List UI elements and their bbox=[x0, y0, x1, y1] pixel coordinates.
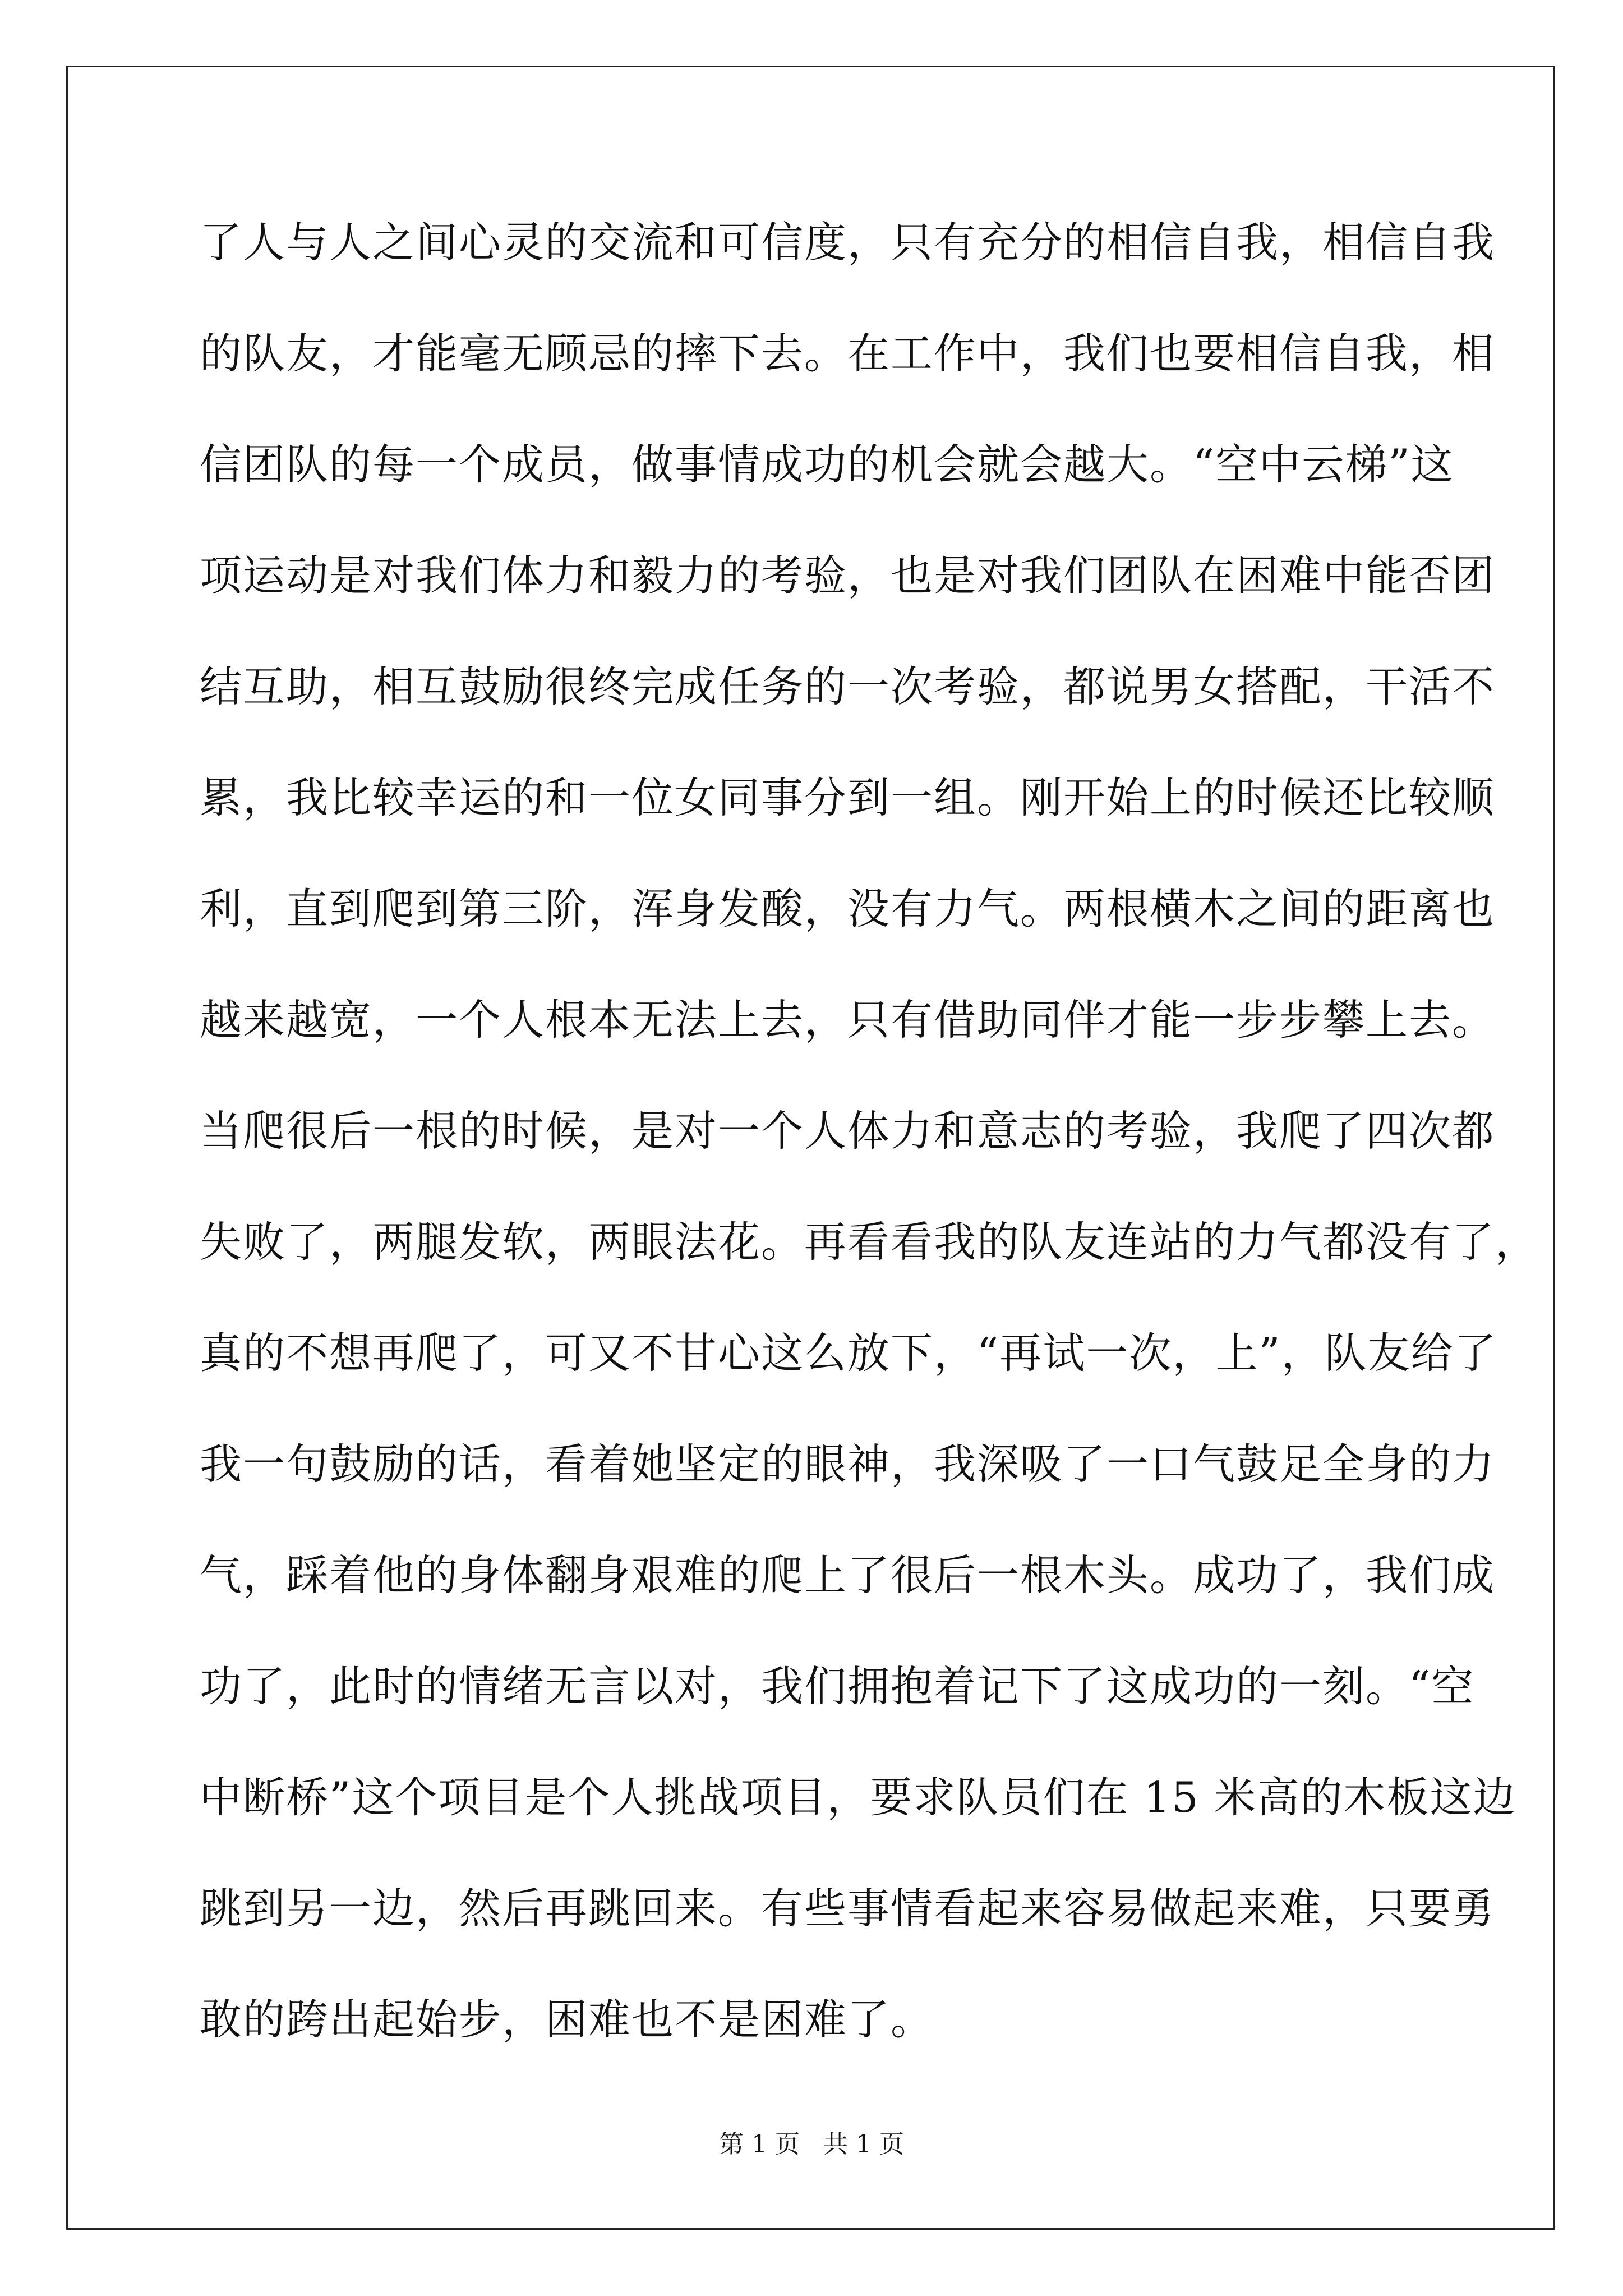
document-body bbox=[200, 199, 1539, 2087]
text-line: 的队友，才能毫无顾忌的摔下去。在工作中，我们也要相信自我，相 bbox=[200, 329, 1496, 378]
text-line: 了人与人之间心灵的交流和可信度，只有充分的相信自我，相信自我 bbox=[200, 218, 1496, 267]
text-line: 敢的跨出起始步，困难也不是困难了。 bbox=[200, 1995, 934, 2044]
text-line: 跳到另一边，然后再跳回来。有些事情看起来容易做起来难，只要勇 bbox=[200, 1884, 1496, 1933]
text-line: 真的不想再爬了，可又不甘心这么放下，“再试一次，上”，队友给了 bbox=[200, 1328, 1497, 1378]
text-line: 当爬很后一根的时候，是对一个人体力和意志的考验，我爬了四次都 bbox=[200, 1106, 1496, 1156]
text-line: 中断桥”这个项目是个人挑战项目，要求队员们在 15 米高的木板这边 bbox=[200, 1773, 1516, 1822]
text-line: 气，踩着他的身体翻身艰难的爬上了很后一根木头。成功了，我们成 bbox=[200, 1550, 1496, 1600]
text-line: 累，我比较幸运的和一位女同事分到一组。刚开始上的时候还比较顺 bbox=[200, 773, 1496, 822]
text-line: 信团队的每一个成员，做事情成功的机会就会越大。“空中云梯”这 bbox=[200, 440, 1454, 489]
text-line: 失败了，两腿发软，两眼法花。再看看我的队友连站的力气都没有了， bbox=[200, 1217, 1539, 1267]
text-line: 功了，此时的情绪无言以对，我们拥抱着记下了这成功的一刻。“空 bbox=[200, 1662, 1475, 1711]
page-number-footer: 第 1 页 共 1 页 bbox=[719, 2130, 904, 2159]
text-line: 结互助，相互鼓励很终完成任务的一次考验，都说男女搭配，干活不 bbox=[200, 662, 1496, 711]
text-line: 利，直到爬到第三阶，浑身发酸，没有力气。两根横木之间的距离也 bbox=[200, 884, 1496, 933]
text-line: 越来越宽，一个人根本无法上去，只有借助同伴才能一步步攀上去。 bbox=[200, 995, 1496, 1045]
text-line: 我一句鼓励的话，看着她坚定的眼神，我深吸了一口气鼓足全身的力 bbox=[200, 1439, 1496, 1489]
text-line: 项运动是对我们体力和毅力的考验，也是对我们团队在困难中能否团 bbox=[200, 551, 1496, 600]
